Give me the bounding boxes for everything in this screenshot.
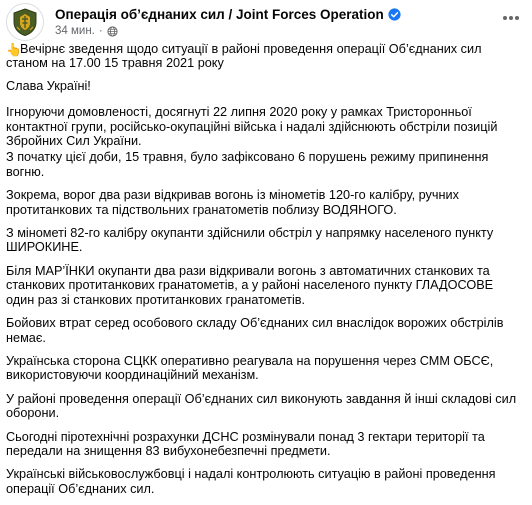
post-paragraph: Біля МАР’ЇНКИ окупанти два рази відкривали вогонь з автоматичних станкових та станкових протитанкових гранатометів, а у районі населеного пункту ГЛАДОСОВЕ один раз зі станкових протитанкових гранатометів.	[6, 263, 494, 307]
post-paragraph: Українська сторона СЦКК оперативно реагувала на порушення через СММ ОБСЄ, використовуючи координаційний механізм.	[6, 353, 494, 383]
post-meta	[55, 25, 118, 37]
post-paragraph: Бойових втрат серед особового складу Об’єднаних сил внаслідок ворожих обстрілів немає.	[6, 316, 504, 345]
post-paragraph: Українські військовослужбовці і надалі контролюють ситуацію в районі проведення операції Об’єднаних сил.	[6, 467, 496, 496]
post-body	[6, 42, 522, 505]
post-header	[6, 3, 526, 43]
pointing-up-emoji-icon: 👆	[6, 43, 22, 57]
post-paragraph: Ігноруючи домовленості, досягнуті 22 липня 2020 року у рамках Тристоронньої контактної групи, російсько-окупаційні війська і надалі здійснюють обстріли позицій Збройних Сил України.	[6, 105, 498, 149]
page-name[interactable]: Операція об’єднаних сил / Joint Forces Operation	[55, 7, 384, 22]
paragraph-text: Вечірнє зведення щодо ситуації в районі проведення операції Об’єднаних сил станом на 17.00 15 травня 2021 року	[6, 42, 482, 71]
post-paragraph: У районі проведення операції Об’єднаних сил виконують завдання й інші складові сил оборони.	[6, 391, 517, 421]
page-avatar[interactable]	[6, 3, 44, 41]
post-paragraph-intro	[6, 42, 522, 71]
meta-separator: ·	[98, 25, 103, 37]
post-paragraph: З початку цієї доби, 15 травня, було зафіксовано 6 порушень режиму припинення вогню.	[6, 150, 489, 179]
more-options-icon[interactable]	[498, 7, 524, 29]
post-paragraph: З мінометі 82-го калібру окупанти здійснили обстріл у напрямку населеного пункту ШИРОКИНЕ.	[6, 226, 494, 255]
post-timestamp[interactable]: 34 мин.	[55, 25, 95, 37]
joint-forces-emblem-icon	[10, 7, 40, 37]
page-name-link[interactable]	[55, 7, 401, 22]
post-paragraph: Зокрема, ворог два рази відкривав вогонь із мінометів 120-го калібру, ручних протитанкових та підствольних гранатометів поблизу ВОДЯНОГО.	[6, 188, 459, 217]
post-paragraph: Слава Україні!	[6, 78, 91, 93]
globe-icon[interactable]	[107, 26, 118, 37]
verified-badge-icon	[388, 8, 401, 21]
post-paragraph: Сьогодні піротехнічні розрахунки ДСНС розмінували понад 3 гектари території та передали на знищення 83 вибухонебезпечні предмети.	[6, 429, 485, 458]
